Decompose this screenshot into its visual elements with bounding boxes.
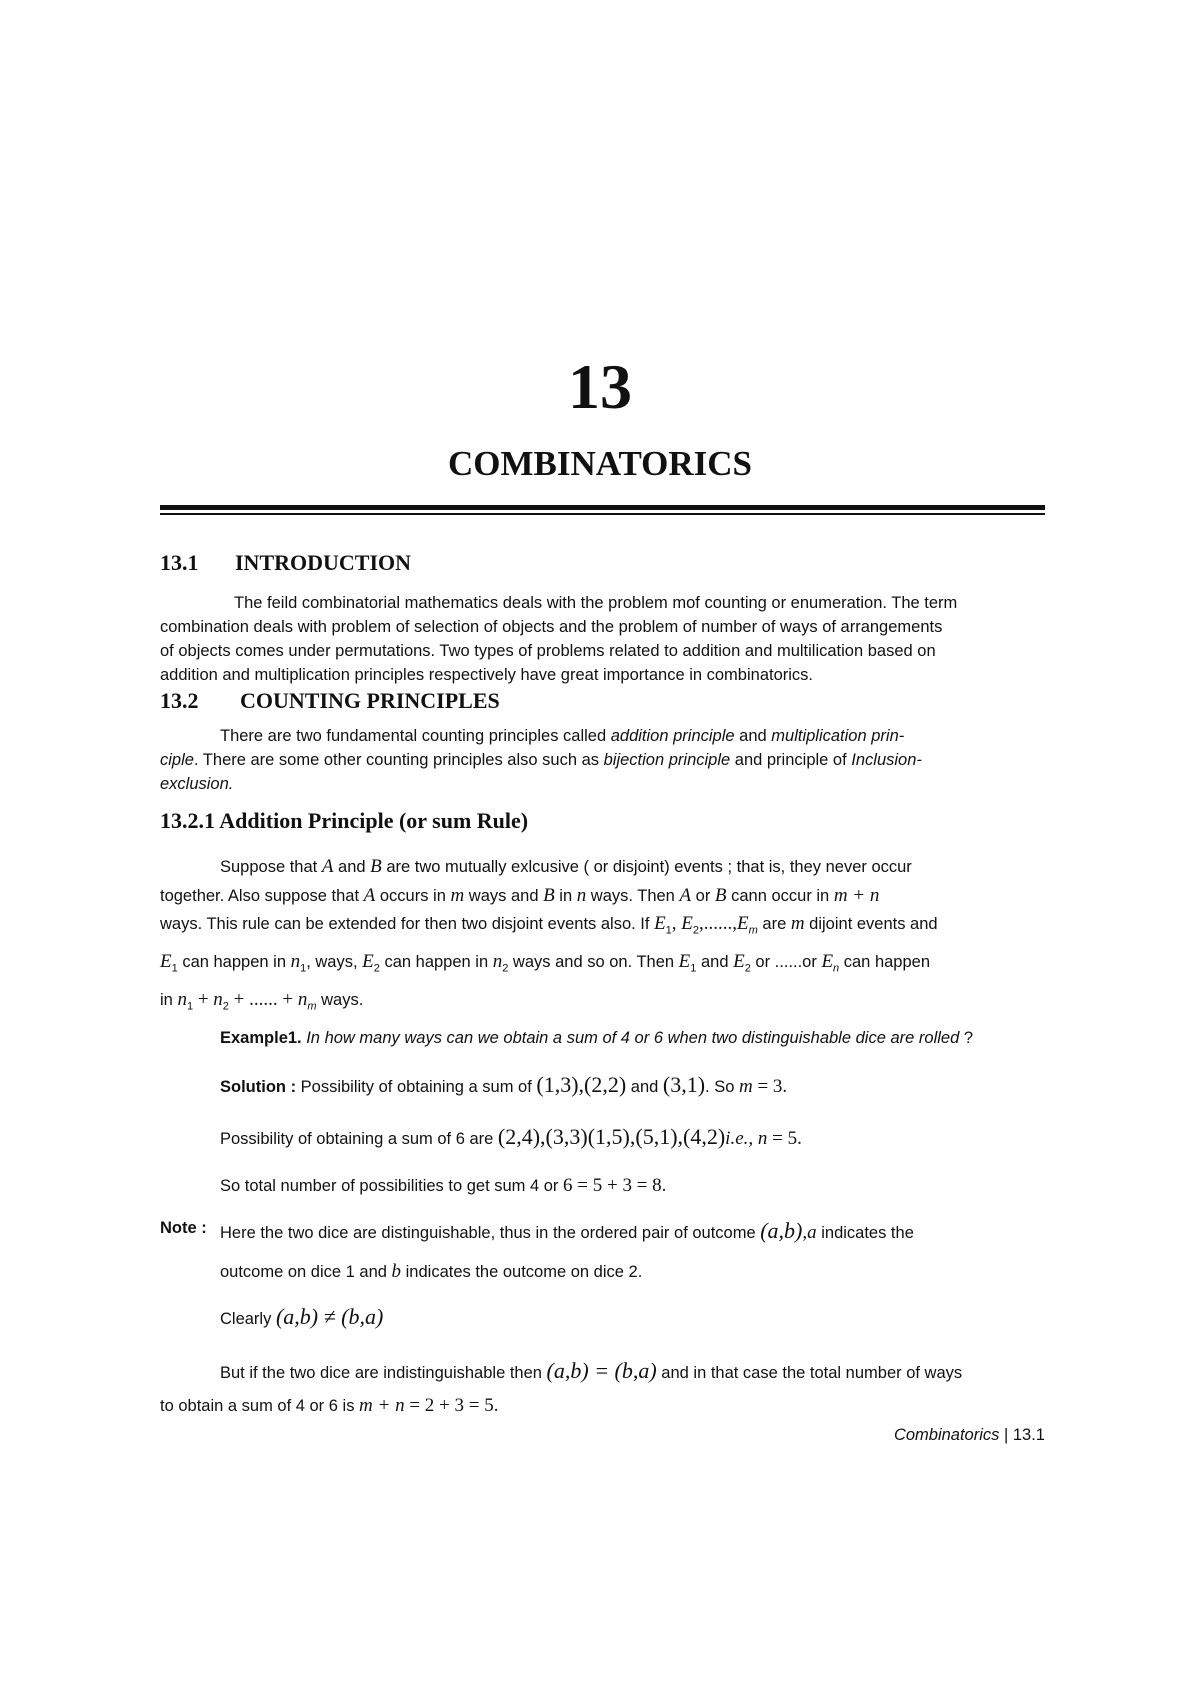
- section-heading-counting-principles: [160, 688, 500, 713]
- counting-line-1: There are two fundamental counting principles called addition principle and multiplication prin-: [220, 727, 905, 745]
- intro-line-2: combination deals with problem of selection of objects and the problem of number of ways of arrangements: [160, 618, 943, 636]
- note-line-2: outcome on dice 1 and b indicates the outcome on dice 2.: [220, 1261, 643, 1282]
- chapter-number: 13: [568, 351, 632, 422]
- page-number: 13.1: [1012, 1426, 1045, 1444]
- intro-line-3: of objects comes under permutations. Two types of problems related to addition and multilication based on: [160, 642, 936, 660]
- example-1-solution: Solution : Possibility of obtaining a sum of (1,3),(2,2) and (3,1). So m = 3.: [220, 1072, 788, 1097]
- note-indistinguishable: But if the two dice are indistinguishable then (a,b) = (b,a) and in that case the total number of ways: [220, 1358, 963, 1383]
- counting-line-3: exclusion.: [160, 775, 234, 793]
- title-rule-thin: [160, 513, 1045, 515]
- example-1-sum-6: Possibility of obtaining a sum of 6 are (2,4),(3,3)(1,5),(5,1),(4,2)i.e., n = 5.: [220, 1124, 802, 1149]
- section-title: COUNTING PRINCIPLES: [240, 688, 500, 713]
- example-1-total: So total number of possibilities to get sum 4 or 6 = 5 + 3 = 8.: [220, 1175, 667, 1196]
- section-heading-introduction: [160, 550, 412, 575]
- section-number: 13.2: [160, 688, 199, 713]
- intro-line-4: addition and multiplication principles respectively have great importance in combinatorics.: [160, 666, 813, 684]
- addition-line-1: Suppose that A and B are two mutually exlcusive ( or disjoint) events ; that is, they never occur: [220, 856, 912, 877]
- note-line-1: Note : Here the two dice are distinguishable, thus in the ordered pair of outcome (a,b),a indicates the: [160, 1218, 914, 1243]
- counting-line-2: ciple. There are some other counting principles also such as bijection principle and principle of Inclusion-: [160, 751, 922, 769]
- page-footer: [760, 1426, 1045, 1445]
- addition-line-3: ways. This rule can be extended for then two disjoint events also. If $E_1$, $E_2,......,E_m$ are m dijoint events and: [160, 913, 938, 937]
- section-title: INTRODUCTION: [235, 550, 412, 575]
- footer-chapter-name: Combinatorics: [893, 1426, 1000, 1444]
- note-final-line: to obtain a sum of 4 or 6 is m + n = 2 + 3 = 5.: [160, 1395, 499, 1416]
- subsection-heading-addition-principle: 13.2.1 Addition Principle (or sum Rule): [160, 808, 529, 833]
- section-number: 13.1: [160, 550, 199, 575]
- intro-line-1: The feild combinatorial mathematics deals with the problem mof counting or enumeration. The term: [234, 594, 958, 612]
- addition-line-2: together. Also suppose that A occurs in m ways and B in n ways. Then A or B cann occur in m + n: [160, 885, 880, 906]
- chapter-title: COMBINATORICS: [447, 444, 753, 483]
- note-clearly: Clearly (a,b) ≠ (b,a): [220, 1304, 384, 1329]
- addition-line-4: $E_1$ can happen in $n_1$, ways, $E_2$ can happen in $n_2$ ways and so on. Then $E_1$ and $E_2$ or ......or $E_n$ can happen: [160, 951, 931, 975]
- addition-line-5: in $n_1 + n_2$ + ...... + $n_m$ ways.: [160, 989, 364, 1013]
- title-rule-thick: [160, 505, 1045, 510]
- example-1: Example1. In how many ways can we obtain a sum of 4 or 6 when two distinguishable dice are rolled ?: [220, 1029, 974, 1047]
- footer-separator: |: [999, 1426, 1013, 1444]
